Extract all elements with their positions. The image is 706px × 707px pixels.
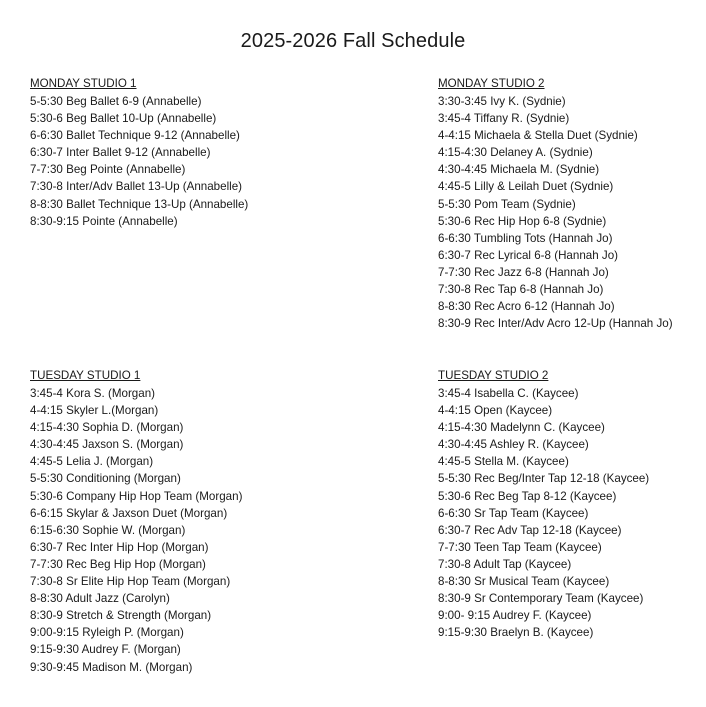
- schedule-entry: 4:45-5 Lilly & Leilah Duet (Sydnie): [438, 180, 614, 194]
- section-heading: TUESDAY STUDIO 1: [30, 369, 141, 382]
- schedule-entry: 5:30-6 Rec Hip Hop 6-8 (Sydnie): [438, 214, 607, 228]
- schedule-entry: 6-6:30 Tumbling Tots (Hannah Jo): [438, 231, 613, 245]
- schedule-entry: 7-7:30 Beg Pointe (Annabelle): [30, 163, 186, 177]
- schedule-entry: 4-4:15 Open (Kaycee): [438, 404, 553, 418]
- schedule-entry: 7-7:30 Rec Beg Hip Hop (Morgan): [30, 557, 206, 571]
- schedule-entry: 9:15-9:30 Audrey F. (Morgan): [30, 643, 181, 657]
- section-tuesday-studio-2: [438, 368, 706, 641]
- schedule-entry: 6-6:30 Sr Tap Team (Kaycee): [438, 506, 589, 520]
- schedule-entry: 4-4:15 Skyler L.(Morgan): [30, 404, 159, 418]
- schedule-entry: 4:45-5 Stella M. (Kaycee): [438, 455, 569, 469]
- section-heading: MONDAY STUDIO 2: [438, 77, 545, 90]
- schedule-entry: 7:30-8 Rec Tap 6-8 (Hannah Jo): [438, 283, 604, 297]
- section-tuesday-studio-1: [30, 368, 310, 676]
- schedule-entry: 6:30-7 Rec Adv Tap 12-18 (Kaycee): [438, 523, 622, 537]
- schedule-entry: 8-8:30 Ballet Technique 13-Up (Annabelle): [30, 197, 249, 211]
- schedule-list: [30, 385, 310, 676]
- schedule-entry: 6-6:30 Ballet Technique 9-12 (Annabelle): [30, 129, 240, 143]
- schedule-entry: 8-8:30 Rec Acro 6-12 (Hannah Jo): [438, 300, 615, 314]
- schedule-entry: 4:30-4:45 Jaxson S. (Morgan): [30, 438, 184, 452]
- section-monday-studio-1: [30, 76, 310, 230]
- schedule-entry: 5-5:30 Beg Ballet 6-9 (Annabelle): [30, 95, 202, 108]
- schedule-entry: 5-5:30 Pom Team (Sydnie): [438, 197, 576, 211]
- schedule-entry: 9:00- 9:15 Audrey F. (Kaycee): [438, 609, 592, 623]
- schedule-entry: 7:30-8 Inter/Adv Ballet 13-Up (Annabelle): [30, 180, 243, 194]
- schedule-list: [30, 93, 310, 230]
- schedule-entry: 9:30-9:45 Madison M. (Morgan): [30, 660, 193, 674]
- schedule-entry: 5-5:30 Rec Beg/Inter Tap 12-18 (Kaycee): [438, 472, 650, 486]
- page-title: 2025-2026 Fall Schedule: [240, 30, 466, 52]
- schedule-entry: 5:30-6 Rec Beg Tap 8-12 (Kaycee): [438, 489, 617, 503]
- schedule-entry: 9:15-9:30 Braelyn B. (Kaycee): [438, 626, 594, 640]
- schedule-entry: 4:30-4:45 Michaela M. (Sydnie): [438, 163, 600, 177]
- schedule-entry: 8:30-9 Stretch & Strength (Morgan): [30, 609, 212, 623]
- schedule-entry: 3:45-4 Kora S. (Morgan): [30, 387, 156, 400]
- schedule-entry: 3:30-3:45 Ivy K. (Sydnie): [438, 95, 566, 108]
- schedule-entry: 4:15-4:30 Delaney A. (Sydnie): [438, 146, 593, 160]
- schedule-entry: 9:00-9:15 Ryleigh P. (Morgan): [30, 626, 184, 640]
- schedule-entry: 7:30-8 Sr Elite Hip Hop Team (Morgan): [30, 575, 231, 589]
- schedule-entry: 8:30-9 Sr Contemporary Team (Kaycee): [438, 592, 644, 606]
- schedule-entry: 6-6:15 Skylar & Jaxson Duet (Morgan): [30, 506, 228, 520]
- schedule-entry: 8:30-9:15 Pointe (Annabelle): [30, 214, 178, 228]
- schedule-entry: 8-8:30 Sr Musical Team (Kaycee): [438, 575, 610, 589]
- schedule-entry: 3:45-4 Isabella C. (Kaycee): [438, 387, 579, 400]
- schedule-entry: 7-7:30 Teen Tap Team (Kaycee): [438, 540, 602, 554]
- schedule-entry: 5:30-6 Beg Ballet 10-Up (Annabelle): [30, 112, 217, 126]
- schedule-entry: 8:30-9 Rec Inter/Adv Acro 12-Up (Hannah Jo): [438, 317, 673, 331]
- schedule-entry: 7-7:30 Rec Jazz 6-8 (Hannah Jo): [438, 265, 609, 279]
- schedule-entry: 5:30-6 Company Hip Hop Team (Morgan): [30, 489, 243, 503]
- schedule-entry: 4:15-4:30 Sophia D. (Morgan): [30, 421, 184, 435]
- schedule-entry: 4:30-4:45 Ashley R. (Kaycee): [438, 438, 589, 452]
- schedule-entry: 3:45-4 Tiffany R. (Sydnie): [438, 112, 570, 126]
- schedule-entry: 6:30-7 Rec Inter Hip Hop (Morgan): [30, 540, 209, 554]
- schedule-entry: 8-8:30 Adult Jazz (Carolyn): [30, 592, 170, 606]
- section-heading: TUESDAY STUDIO 2: [438, 369, 549, 382]
- schedule-entry: 6:30-7 Rec Lyrical 6-8 (Hannah Jo): [438, 248, 619, 262]
- schedule-list: [438, 93, 706, 332]
- schedule-entry: 4:45-5 Lelia J. (Morgan): [30, 455, 154, 469]
- schedule-entry: 6:30-7 Inter Ballet 9-12 (Annabelle): [30, 146, 211, 160]
- schedule-entry: 7:30-8 Adult Tap (Kaycee): [438, 557, 572, 571]
- section-monday-studio-2: [438, 76, 706, 332]
- schedule-entry: 5-5:30 Conditioning (Morgan): [30, 472, 181, 486]
- schedule-entry: 4-4:15 Michaela & Stella Duet (Sydnie): [438, 129, 638, 143]
- section-heading: MONDAY STUDIO 1: [30, 77, 137, 90]
- schedule-list: [438, 385, 706, 641]
- schedule-entry: 6:15-6:30 Sophie W. (Morgan): [30, 523, 186, 537]
- schedule-entry: 4:15-4:30 Madelynn C. (Kaycee): [438, 421, 605, 435]
